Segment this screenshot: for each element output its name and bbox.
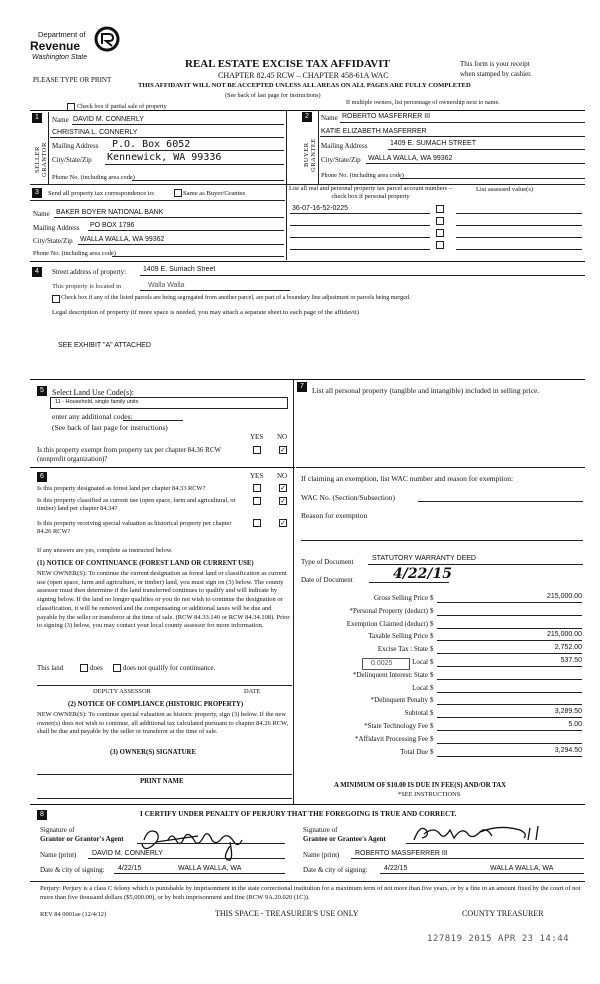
legal-description-label: Legal description of property (if more space is needed, you may attach a separate sheet to each page of the affidavit) [52,309,359,316]
does-checkbox[interactable] [80,664,88,672]
grantee-city: WALLA WALLA, WA [490,865,554,872]
personal-property-checkbox-1[interactable] [436,205,444,213]
tax-row-dollar: $ [430,722,434,730]
tax-row-dollar: $ [430,735,434,743]
notice-compliance-text: NEW OWNER(S): To continue special valuation as historic property, sign (3) below. If the new owner(s) does not wish to continue, all additional tax calculated pursuant to chapter 84.26 RCW, shall be due and payable by the seller or transferor at the time of sale. [37,711,289,735]
land-use-code-select[interactable] [50,397,288,409]
tax-row-dollar: $ [430,658,434,666]
personal-property-checkbox-4[interactable] [436,241,444,249]
form-see-back: (See back of last page for instructions) [225,92,321,99]
please-type: PLEASE TYPE OR PRINT [33,76,112,84]
current-use-question: Is this property classified as current use (open space, farm and agricultural, or timber) land per chapter 84.34? [37,497,236,512]
grantee-sig-label-2: Grantee or Grantee's Agent [303,835,386,843]
no-header-6: NO [277,472,288,480]
seller-side-label: SELLER GRANTOR [34,142,48,178]
tax-row-label: *Delinquent Interest: State [352,671,428,679]
tax-row-value: 215,000.00 [546,631,582,638]
buyer-address-label: Mailing Address [321,142,368,150]
seller-address-label: Mailing Address [52,142,99,150]
historic-no-checkbox[interactable]: ✓ [280,519,286,527]
revenue-logo-icon [94,26,120,52]
assessor-date-label: DATE [244,688,261,695]
tax-row-label: Exemption Claimed (deduct) [346,620,428,628]
located-label: This property is located in [52,283,122,290]
tax-row-dollar: $ [430,671,434,679]
grantee-date: 4/22/15 [384,865,408,872]
corr-city: WALLA WALLA, WA 99362 [80,236,165,243]
grantor-sig-label-2: Grantor or Grantor's Agent [40,835,124,843]
grantee-date-city-label: Date & city of signing: [303,866,368,874]
tax-row-dollar: $ [430,696,434,704]
yes-header-5: YES [250,433,264,441]
tax-row-value: 5.00 [568,721,582,728]
grantor-name-label: Name (print) [40,851,77,859]
parcel-number-1: 36-07-16-52-0225 [292,205,349,212]
grantor-city: WALLA WALLA, WA [178,865,242,872]
dept-name-line2: Revenue [30,39,81,53]
treasurer-space: THIS SPACE - TREASURER'S USE ONLY [215,909,359,918]
doc-date: 4/22/15 [393,566,452,582]
exempt-yes-checkbox[interactable] [253,446,261,454]
tax-row-value: 537.50 [560,657,582,664]
personal-property-label: List all personal property (tangible and intangible) included in selling price. [312,386,540,395]
no-header-5: NO [277,433,288,441]
partial-sale-label: Check box if partial sale of property [77,103,167,110]
tax-row-value: 2,752.00 [554,644,582,651]
exempt-question: Is this property exempt from property tax per chapter 84.36 RCW (nonprofit organization)? [37,446,221,463]
tax-row-dollar: $ [430,709,434,717]
section-8-badge: 8 [37,810,47,820]
local-rate-box[interactable] [362,658,410,670]
land-use-select-label: Select Land Use Code(s): [52,388,134,397]
grantor-date-city-label: Date & city of signing: [40,866,105,874]
seller-phone-label: Phone No. (including area code) [52,174,135,181]
buyer-side-label: BUYER GRANTEE [303,138,317,172]
grantor-date: 4/22/15 [118,865,142,872]
tax-row-label: *State Technology Fee [364,722,428,730]
buyer-city: WALLA WALLA, WA 99362 [368,155,453,162]
cashier-stamp: 127819 2015 APR 23 14:44 [427,934,570,944]
seller-city: Kennewick, WA 99336 [107,152,222,163]
buyer-address: 1409 E. SUMACH STREET [390,140,476,147]
dept-name-line3: Washington State [32,54,88,61]
notice-compliance-title: (2) NOTICE OF COMPLIANCE (HISTORIC PROPERTY) [68,701,244,708]
receipt-line1: This form is your receipt [460,60,530,68]
located-value: Walla Walla [148,282,185,289]
corr-city-label: City/State/Zip [33,237,73,245]
send-correspondence-label: Send all property tax correspondence to: [48,190,155,197]
personal-property-checkbox-3[interactable] [436,229,444,237]
corr-address-label: Mailing Address [33,224,80,232]
tax-row-label: *Personal Property (deduct) [349,607,428,615]
seller-name-label: Name [52,116,69,124]
tax-row-label: *Affidavit Processing Fee [355,735,428,743]
does-not-checkbox[interactable] [113,664,121,672]
notice-continuance-title: (1) NOTICE OF CONTINUANCE (FOREST LAND OR CURRENT USE) [37,560,254,567]
section-3-badge: 3 [32,188,42,198]
local-rate-value: 0.0025 [371,660,393,667]
historic-question: Is this property receiving special valuation as historical property per chapter 84.26 RCW? [37,520,232,535]
tax-row-value: 215,000.00 [546,593,582,600]
land-use-see-back: (See back of last page for instructions) [52,423,168,432]
yes-header-6: YES [250,472,264,480]
street-address-label: Street address of property: [52,268,127,276]
forest-yes-checkbox[interactable] [253,484,261,492]
county-treasurer: COUNTY TREASURER [462,909,544,918]
section-6-badge: 6 [37,472,47,482]
historic-yes-checkbox[interactable] [253,519,261,527]
street-address: 1409 E. Sumach Street [143,266,216,273]
tax-row-dollar: $ [430,645,434,653]
tax-row-label: Gross Selling Price [373,594,428,602]
land-use-code-value: 11 - Household, single family units [55,399,139,405]
certify-statement: I CERTIFY UNDER PENALTY OF PERJURY THAT THE FOREGOING IS TRUE AND CORRECT. [140,810,457,818]
doc-type: STATUTORY WARRANTY DEED [372,555,476,562]
seller-name-2: CHRISTINA L. CONNERLY [52,129,138,136]
additional-codes-label: enter any additional codes: [52,412,133,421]
section-4-badge: 4 [32,267,42,277]
section-1-badge: 1 [32,113,42,123]
if-yes-note: If any answers are yes, complete as instructed below. [37,547,173,554]
minimum-fee-note: A MINIMUM OF $10.00 IS DUE IN FEE(S) AND/OR TAX [334,782,507,789]
tax-row-label: Subtotal [404,709,428,717]
corr-name-label: Name [33,210,50,218]
perjury-statement: Perjury: Perjury is a class C felony which is punishable by imprisonment in the state correctional institution for a maximum term of not more than five years, or by a fine in an amount fixed by the court of not more than five thousand dollars ($5,000.00), or by both imprisonment and fine (RCW 9A.20.020 (1C)). [40,885,581,901]
see-instructions-note: *SEE INSTRUCTIONS [398,791,461,798]
dept-logo [30,26,120,66]
buyer-phone-label: Phone No. (including area code) [321,172,404,179]
current-use-yes-checkbox[interactable] [253,497,261,505]
doc-date-label: Date of Document [301,576,353,584]
print-name-label: PRINT NAME [140,778,184,785]
buyer-name-2: KATIE ELIZABETH MASFERRER [321,128,427,135]
tax-row-label: Taxable Selling Price [368,632,428,640]
multiple-owners-note: If multiple owners, list percentage of ownership next to name. [346,99,500,106]
legal-description: SEE EXHIBIT "A" ATTACHED [58,342,151,349]
grantee-sig-label-1: Signature of [303,826,338,834]
forest-no-checkbox[interactable]: ✓ [280,484,286,492]
tax-row-label: Local [412,684,428,692]
deputy-assessor-label: DEPUTY ASSESSOR [93,688,151,695]
seller-address: P.O. Box 6052 [112,139,191,150]
form-warning: THIS AFFIDAVIT WILL NOT BE ACCEPTED UNLESS ALL AREAS ON ALL PAGES ARE FULLY COMPLETED [138,82,471,89]
exemption-reason-label: Reason for exemption [301,511,368,520]
personal-property-checkbox-2[interactable] [436,217,444,225]
corr-address: PO BOX 1796 [90,222,135,229]
segregated-label: Check box if any of the listed parcels are being segregated from another parcel, are part of a boundary line adjustment or parcels being merged. [61,295,411,301]
tax-row-label: Total Due [400,748,428,756]
tax-row-dollar: $ [430,748,434,756]
buyer-name-label: Name [321,114,338,122]
tax-row-value: 3,294.50 [554,747,582,754]
buyer-city-label: City/State/Zip [321,156,361,164]
grantee-name-print: ROBERTO MASSFERRER III [355,850,448,857]
segregated-checkbox[interactable] [52,295,60,303]
buyer-name-1: ROBERTO MASFERRER III [342,113,431,120]
seller-city-label: City/State/Zip [52,156,92,164]
dept-name-line1: Department of [38,30,86,39]
does-label: does [90,664,103,672]
form-chapter: CHAPTER 82.45 RCW – CHAPTER 458-61A WAC [218,71,389,80]
this-land-label: This land [37,664,64,672]
tax-row-dollar: $ [430,594,434,602]
same-as-buyer-checkbox[interactable] [174,189,182,197]
section-7-badge: 7 [297,382,307,392]
owner-signature-title: (3) OWNER(S) SIGNATURE [110,749,196,756]
doc-type-label: Type of Document [301,558,354,566]
grantor-sig-label-1: Signature of [40,826,75,834]
forest-land-question: Is this property designated as forest land per chapter 84.33 RCW? [37,485,206,492]
parcels-header: List all real and personal property tax parcel account numbers – check box if personal property [289,185,452,200]
tax-row-dollar: $ [430,620,434,628]
section-2-badge: 2 [302,112,312,122]
current-use-no-checkbox[interactable]: ✓ [280,497,286,505]
wac-label: WAC No. (Section/Subsection) [301,493,395,502]
exempt-no-checkbox[interactable]: ✓ [280,446,286,454]
grantee-name-label: Name (print) [303,851,340,859]
corr-phone-label: Phone No. (including area code) [33,250,116,257]
tax-row-label: Excise Tax : State [377,645,428,653]
section-5-badge: 5 [37,386,47,396]
same-as-buyer-label: Same as Buyer/Grantee [183,190,246,197]
notice-continuance-text: NEW OWNER(S): To continue the current designation as forest land or classification as current use (open space, farm and agriculture, or timber) land, you must sign on (3) below. The county assessor must then determine if the land transferred continues to qualify and will indicate by signing below. If the land no longer qualifies or you do not wish to continue the designation or classification, it will be removed and the compensating or additional taxes will be due and payable by the seller or transferor at the time of sale. (RCW 84.33.140 or RCW 84.34.108). Prior to signing (3) below, you may contact your local county assessor for more information. [37,570,290,630]
tax-row-dollar: $ [430,607,434,615]
seller-name-1: DAVID M. CONNERLY [73,116,144,123]
corr-name: BAKER BOYER NATIONAL BANK [56,209,164,216]
tax-row-label: *Delinquent Penalty [370,696,428,704]
receipt-line2: when stamped by cashier. [460,70,532,78]
tax-row-label: Local [412,658,428,666]
does-not-label: does not qualify for continuance. [123,664,216,672]
tax-row-dollar: $ [430,684,434,692]
tax-row-value: 3,289.50 [554,708,582,715]
assessed-header: List assessed value(s) [476,186,534,193]
form-number: REV 84 0001ae (12/4/12) [40,911,107,918]
tax-row-dollar: $ [430,632,434,640]
form-title: REAL ESTATE EXCISE TAX AFFIDAVIT [185,58,390,70]
grantor-name-print: DAVID M. CONNERLY [92,850,163,857]
exemption-claim-label: If claiming an exemption, list WAC number and reason for exemption: [301,474,514,483]
